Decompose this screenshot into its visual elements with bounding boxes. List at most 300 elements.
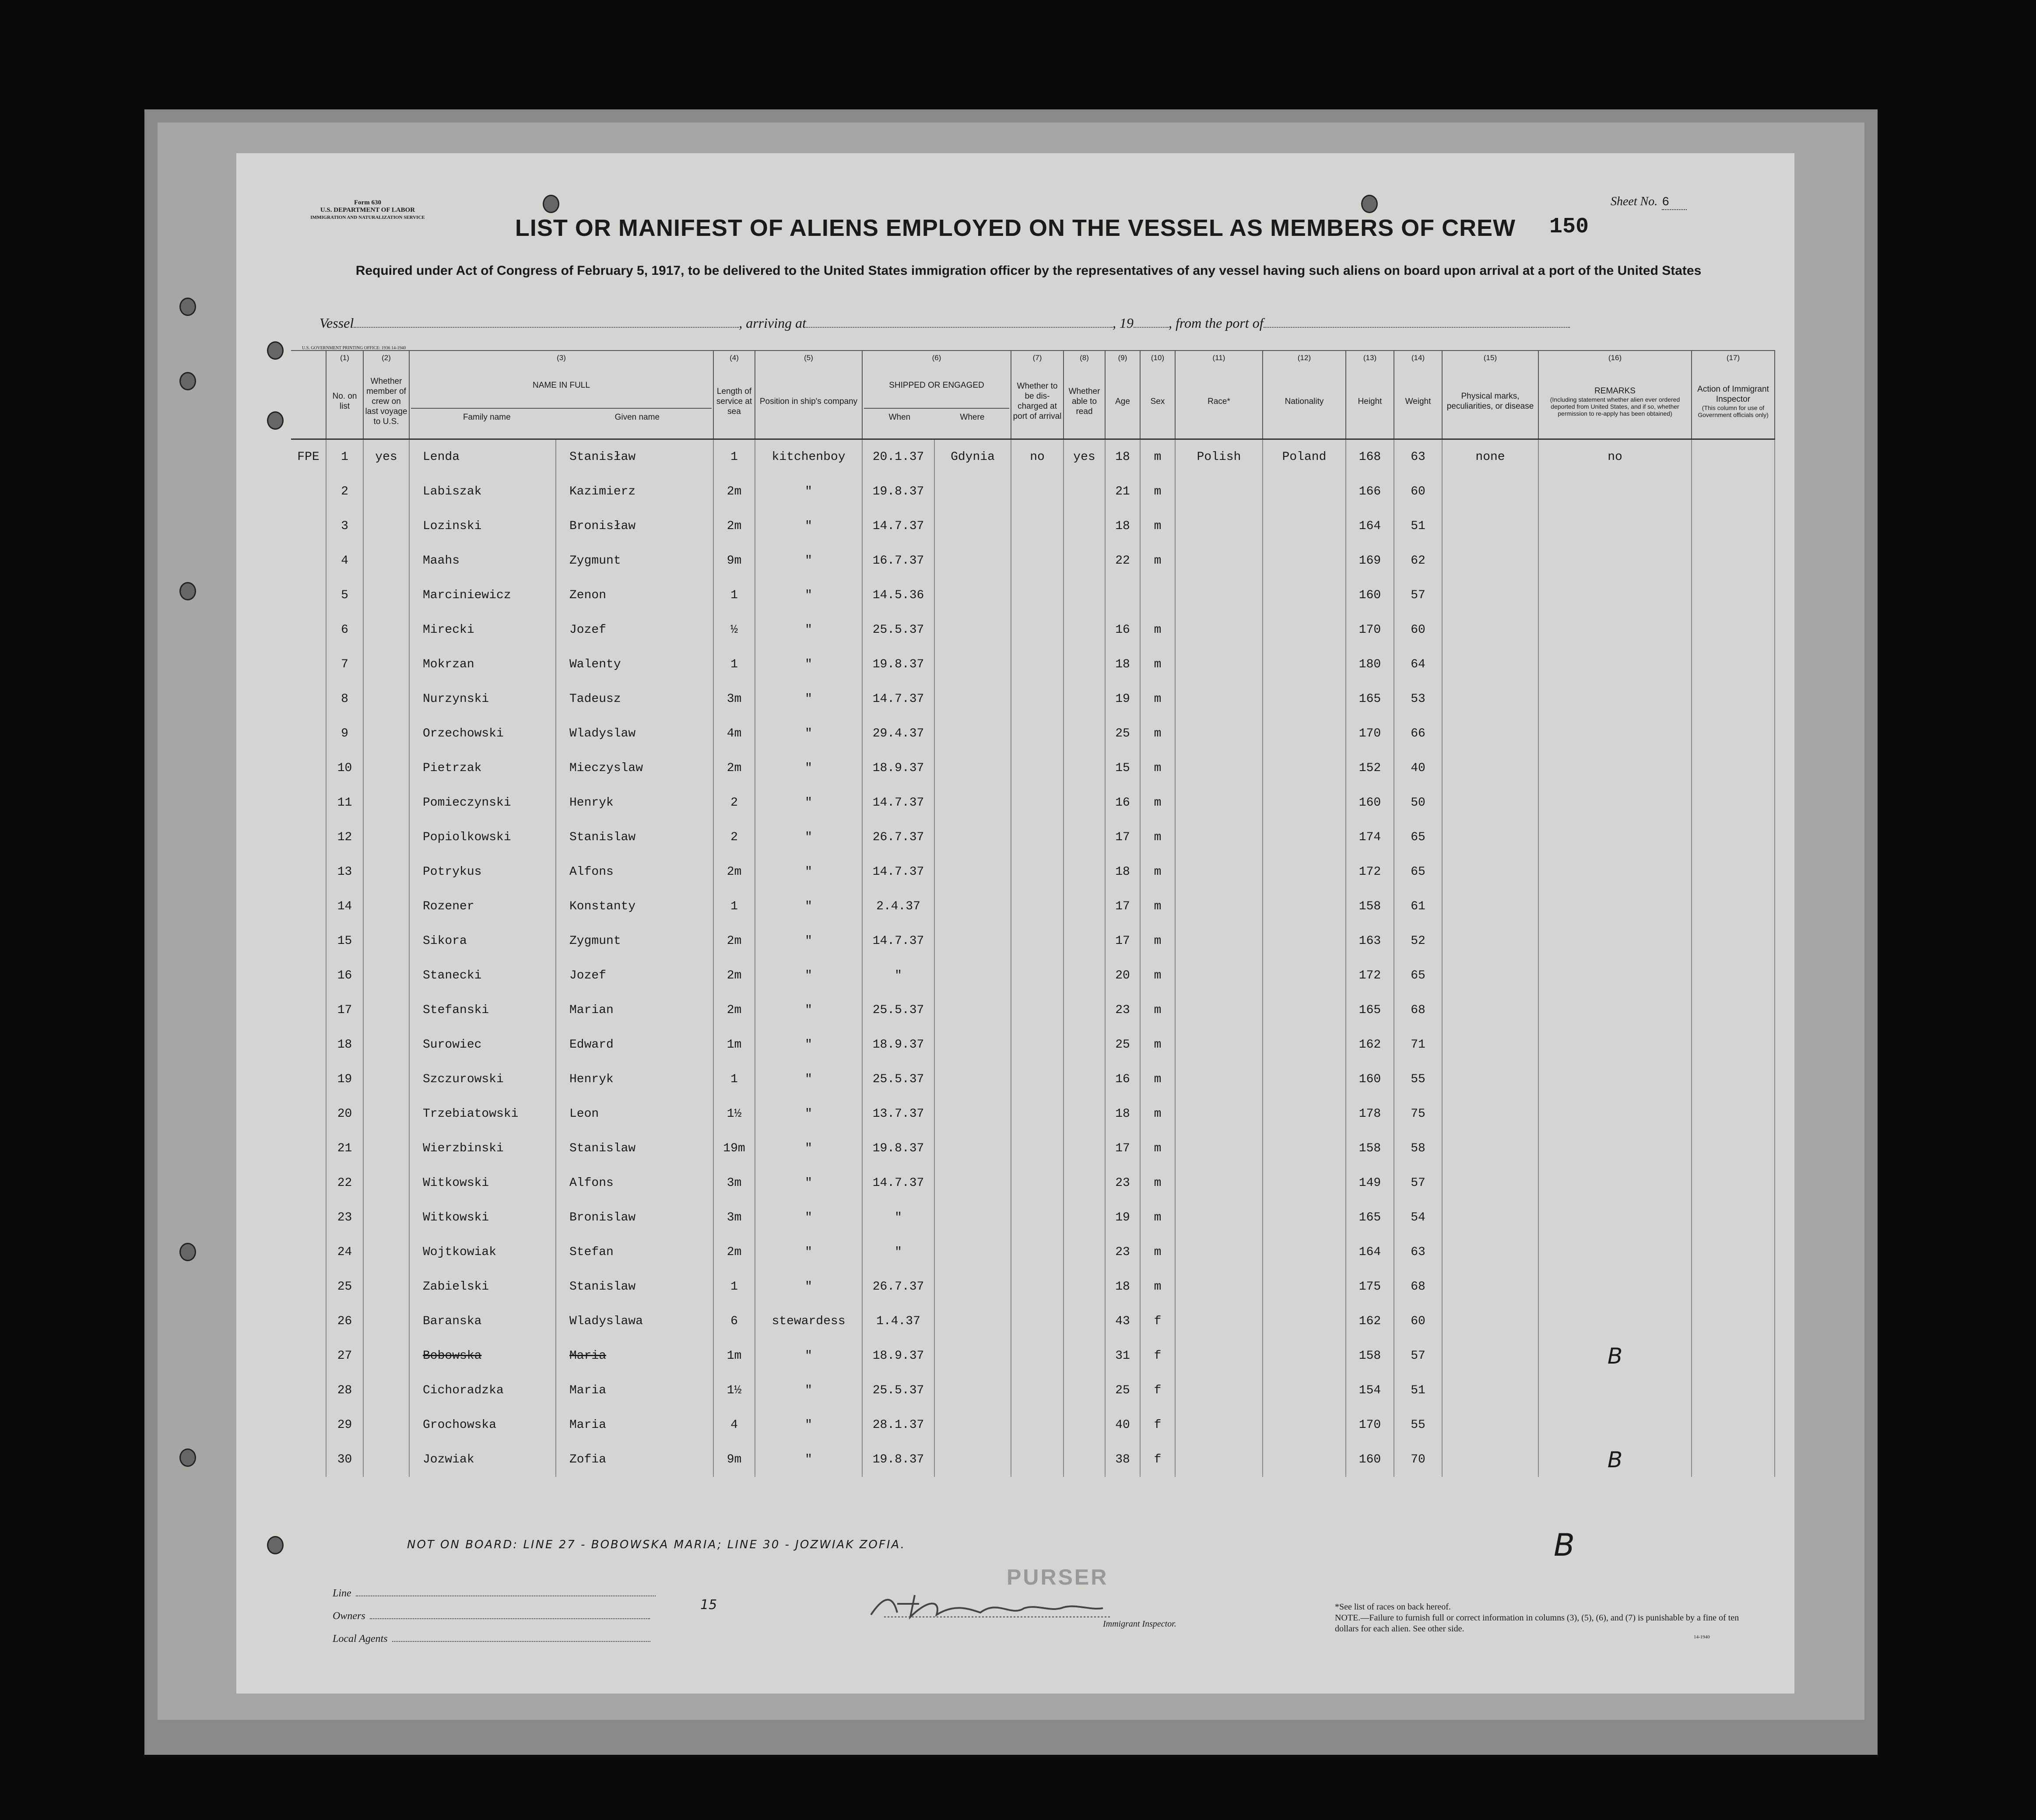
cell-service: 1½ bbox=[713, 1097, 755, 1131]
cell-where bbox=[934, 855, 1011, 889]
cell-when: 2.4.37 bbox=[862, 889, 934, 924]
cell-age bbox=[1105, 578, 1140, 613]
cell-given: Kazimierz bbox=[556, 474, 713, 509]
cell-race bbox=[1175, 613, 1263, 647]
cell-height: 160 bbox=[1346, 1442, 1394, 1477]
cell-no: 10 bbox=[326, 751, 363, 786]
cell-nationality bbox=[1263, 1442, 1346, 1477]
cell-race bbox=[1175, 1339, 1263, 1373]
cell-nationality bbox=[1263, 1373, 1346, 1408]
cell-race bbox=[1175, 1027, 1263, 1062]
cell-remarks bbox=[1538, 1097, 1692, 1131]
printing-note: U.S. GOVERNMENT PRINTING OFFICE: 1936 14-1940 bbox=[302, 346, 406, 351]
cell-sex: f bbox=[1140, 1339, 1175, 1373]
cell-race bbox=[1175, 958, 1263, 993]
cell-sex: m bbox=[1140, 1235, 1175, 1269]
cell-remarks bbox=[1538, 544, 1692, 578]
cell-crew bbox=[363, 786, 409, 820]
cell-race bbox=[1175, 751, 1263, 786]
cell-marks bbox=[1442, 855, 1538, 889]
cell-read bbox=[1064, 1097, 1105, 1131]
cell-action bbox=[1692, 751, 1775, 786]
list-number: 150 bbox=[1549, 214, 1589, 239]
cell-marks bbox=[1442, 1373, 1538, 1408]
cell-no: 12 bbox=[326, 820, 363, 855]
cell-where bbox=[934, 1304, 1011, 1339]
cell-given: Konstanty bbox=[556, 889, 713, 924]
cell-read bbox=[1064, 924, 1105, 958]
cell-no: 19 bbox=[326, 1062, 363, 1097]
cell-family: Mirecki bbox=[409, 613, 556, 647]
cell-no: 14 bbox=[326, 889, 363, 924]
cell-read bbox=[1064, 1304, 1105, 1339]
cell-action bbox=[1692, 924, 1775, 958]
cell-discharged bbox=[1011, 993, 1064, 1027]
cell-nationality bbox=[1263, 1269, 1346, 1304]
cell-where bbox=[934, 1027, 1011, 1062]
cell-age: 40 bbox=[1105, 1408, 1140, 1442]
cell-sex: f bbox=[1140, 1408, 1175, 1442]
cell-marks bbox=[1442, 1062, 1538, 1097]
cell-family: Grochowska bbox=[409, 1408, 556, 1442]
cell-family: Wierzbinski bbox=[409, 1131, 556, 1166]
cell-nationality bbox=[1263, 1304, 1346, 1339]
cell-family: Marciniewicz bbox=[409, 578, 556, 613]
cell-family: Mokrzan bbox=[409, 647, 556, 682]
cell-height: 160 bbox=[1346, 786, 1394, 820]
cell-service: 1m bbox=[713, 1339, 755, 1373]
cell-no: 22 bbox=[326, 1166, 363, 1200]
cell-where bbox=[934, 889, 1011, 924]
cell-no: 25 bbox=[326, 1269, 363, 1304]
cell-nationality bbox=[1263, 1097, 1346, 1131]
table-row bbox=[291, 786, 1775, 820]
binder-hole bbox=[543, 195, 559, 213]
cell-where bbox=[934, 682, 1011, 716]
cell-height: 149 bbox=[1346, 1166, 1394, 1200]
cell-height: 162 bbox=[1346, 1304, 1394, 1339]
cell-sex: m bbox=[1140, 682, 1175, 716]
cell-read bbox=[1064, 1269, 1105, 1304]
cell-mark bbox=[291, 1131, 326, 1166]
cell-weight: 55 bbox=[1394, 1408, 1442, 1442]
cell-nationality bbox=[1263, 578, 1346, 613]
cell-when: 14.7.37 bbox=[862, 855, 934, 889]
cell-discharged bbox=[1011, 958, 1064, 993]
cell-discharged bbox=[1011, 647, 1064, 682]
cell-read bbox=[1064, 786, 1105, 820]
cell-sex: f bbox=[1140, 1442, 1175, 1477]
cell-given: Wladyslaw bbox=[556, 716, 713, 751]
cell-remarks bbox=[1538, 1373, 1692, 1408]
cell-when: 14.5.36 bbox=[862, 578, 934, 613]
cell-position: " bbox=[755, 889, 862, 924]
cell-position: " bbox=[755, 1131, 862, 1166]
cell-read bbox=[1064, 1131, 1105, 1166]
cell-nationality bbox=[1263, 647, 1346, 682]
cell-position: " bbox=[755, 1097, 862, 1131]
cell-marks bbox=[1442, 1269, 1538, 1304]
cell-nationality bbox=[1263, 682, 1346, 716]
cell-position: " bbox=[755, 578, 862, 613]
cell-crew bbox=[363, 889, 409, 924]
cell-where bbox=[934, 786, 1011, 820]
cell-marks bbox=[1442, 544, 1538, 578]
cell-action bbox=[1692, 1166, 1775, 1200]
cell-mark bbox=[291, 1097, 326, 1131]
cell-where bbox=[934, 1166, 1011, 1200]
cell-family: Jozwiak bbox=[409, 1442, 556, 1477]
cell-marks bbox=[1442, 1200, 1538, 1235]
cell-when: 14.7.37 bbox=[862, 509, 934, 544]
cell-mark bbox=[291, 993, 326, 1027]
cell-discharged bbox=[1011, 924, 1064, 958]
cell-no: 11 bbox=[326, 786, 363, 820]
vessel-line: Vessel , arriving at , 19 , from the port of bbox=[319, 315, 1720, 331]
cell-action bbox=[1692, 1200, 1775, 1235]
cell-service: 9m bbox=[713, 1442, 755, 1477]
cell-service: 2m bbox=[713, 993, 755, 1027]
cell-remarks bbox=[1538, 1269, 1692, 1304]
cell-discharged bbox=[1011, 1304, 1064, 1339]
cell-service: 2m bbox=[713, 924, 755, 958]
cell-sex: m bbox=[1140, 1269, 1175, 1304]
cell-remarks bbox=[1538, 1062, 1692, 1097]
purser-stamp: PURSER bbox=[1007, 1565, 1109, 1589]
cell-when: 13.7.37 bbox=[862, 1097, 934, 1131]
cell-nationality bbox=[1263, 1131, 1346, 1166]
cell-age: 17 bbox=[1105, 889, 1140, 924]
cell-weight: 66 bbox=[1394, 716, 1442, 751]
cell-position: " bbox=[755, 474, 862, 509]
cell-read bbox=[1064, 544, 1105, 578]
cell-read bbox=[1064, 820, 1105, 855]
cell-marks bbox=[1442, 509, 1538, 544]
cell-no: 27 bbox=[326, 1339, 363, 1373]
cell-mark bbox=[291, 958, 326, 993]
cell-mark bbox=[291, 855, 326, 889]
cell-mark bbox=[291, 613, 326, 647]
cell-weight: 62 bbox=[1394, 544, 1442, 578]
table-row bbox=[291, 544, 1775, 578]
cell-given: Bronislaw bbox=[556, 1200, 713, 1235]
table-row bbox=[291, 820, 1775, 855]
cell-family: Bobowska bbox=[409, 1339, 556, 1373]
cell-age: 43 bbox=[1105, 1304, 1140, 1339]
cell-crew bbox=[363, 1373, 409, 1408]
cell-nationality bbox=[1263, 509, 1346, 544]
cell-given: Henryk bbox=[556, 1062, 713, 1097]
table-row bbox=[291, 1027, 1775, 1062]
table-row bbox=[291, 889, 1775, 924]
binder-hole bbox=[179, 372, 196, 390]
cell-crew bbox=[363, 924, 409, 958]
cell-action bbox=[1692, 855, 1775, 889]
cell-service: 1 bbox=[713, 889, 755, 924]
cell-weight: 57 bbox=[1394, 1166, 1442, 1200]
cell-discharged bbox=[1011, 1235, 1064, 1269]
cell-remarks: B bbox=[1538, 1442, 1692, 1477]
cell-mark bbox=[291, 1442, 326, 1477]
cell-action bbox=[1692, 1304, 1775, 1339]
cell-action bbox=[1692, 439, 1775, 475]
cell-when: 28.1.37 bbox=[862, 1408, 934, 1442]
cell-age: 16 bbox=[1105, 613, 1140, 647]
cell-given: Stanislaw bbox=[556, 820, 713, 855]
cell-crew bbox=[363, 716, 409, 751]
cell-weight: 50 bbox=[1394, 786, 1442, 820]
cell-family: Labiszak bbox=[409, 474, 556, 509]
table-row bbox=[291, 439, 1775, 475]
cell-remarks bbox=[1538, 716, 1692, 751]
cell-where bbox=[934, 1339, 1011, 1373]
cell-sex: m bbox=[1140, 1166, 1175, 1200]
cell-action bbox=[1692, 993, 1775, 1027]
cell-height: 164 bbox=[1346, 509, 1394, 544]
cell-height: 170 bbox=[1346, 613, 1394, 647]
cell-when: 18.9.37 bbox=[862, 751, 934, 786]
cell-service: 19m bbox=[713, 1131, 755, 1166]
cell-service: 3m bbox=[713, 1200, 755, 1235]
cell-discharged bbox=[1011, 820, 1064, 855]
cell-read bbox=[1064, 1339, 1105, 1373]
table-row bbox=[291, 1097, 1775, 1131]
cell-service: 2m bbox=[713, 1235, 755, 1269]
cell-family: Zabielski bbox=[409, 1269, 556, 1304]
cell-race bbox=[1175, 924, 1263, 958]
cell-read bbox=[1064, 1373, 1105, 1408]
cell-discharged bbox=[1011, 613, 1064, 647]
cell-height: 152 bbox=[1346, 751, 1394, 786]
cell-given: Leon bbox=[556, 1097, 713, 1131]
cell-action bbox=[1692, 786, 1775, 820]
cell-given: Stanislaw bbox=[556, 1269, 713, 1304]
cell-when: 26.7.37 bbox=[862, 1269, 934, 1304]
cell-height: 175 bbox=[1346, 1269, 1394, 1304]
cell-mark bbox=[291, 1408, 326, 1442]
cell-height: 165 bbox=[1346, 682, 1394, 716]
cell-discharged bbox=[1011, 474, 1064, 509]
cell-where bbox=[934, 647, 1011, 682]
cell-sex: m bbox=[1140, 439, 1175, 475]
cell-position: " bbox=[755, 820, 862, 855]
cell-remarks bbox=[1538, 1200, 1692, 1235]
cell-action bbox=[1692, 1373, 1775, 1408]
cell-when: " bbox=[862, 1235, 934, 1269]
cell-action bbox=[1692, 578, 1775, 613]
cell-given: Zygmunt bbox=[556, 544, 713, 578]
cell-discharged bbox=[1011, 1373, 1064, 1408]
cell-sex: m bbox=[1140, 993, 1175, 1027]
cell-age: 31 bbox=[1105, 1339, 1140, 1373]
inspector-label: Immigrant Inspector. bbox=[1103, 1619, 1176, 1629]
cell-remarks bbox=[1538, 682, 1692, 716]
cell-when: " bbox=[862, 958, 934, 993]
cell-age: 23 bbox=[1105, 993, 1140, 1027]
cell-age: 17 bbox=[1105, 820, 1140, 855]
cell-service: 2m bbox=[713, 474, 755, 509]
cell-when: 14.7.37 bbox=[862, 682, 934, 716]
cell-weight: 65 bbox=[1394, 820, 1442, 855]
cell-action bbox=[1692, 682, 1775, 716]
cell-given: Tadeusz bbox=[556, 682, 713, 716]
cell-family: Lenda bbox=[409, 439, 556, 475]
cell-height: 172 bbox=[1346, 855, 1394, 889]
cell-family: Pietrzak bbox=[409, 751, 556, 786]
table-row bbox=[291, 1166, 1775, 1200]
cell-marks bbox=[1442, 1027, 1538, 1062]
cell-nationality bbox=[1263, 820, 1346, 855]
cell-age: 23 bbox=[1105, 1235, 1140, 1269]
cell-when: 18.9.37 bbox=[862, 1027, 934, 1062]
cell-sex: f bbox=[1140, 1373, 1175, 1408]
cell-position: " bbox=[755, 544, 862, 578]
cell-action bbox=[1692, 544, 1775, 578]
cell-race bbox=[1175, 578, 1263, 613]
cell-race bbox=[1175, 509, 1263, 544]
cell-sex: m bbox=[1140, 1200, 1175, 1235]
cell-height: 160 bbox=[1346, 1062, 1394, 1097]
cell-marks bbox=[1442, 474, 1538, 509]
cell-read bbox=[1064, 1027, 1105, 1062]
cell-mark bbox=[291, 647, 326, 682]
cell-discharged bbox=[1011, 855, 1064, 889]
cell-mark bbox=[291, 682, 326, 716]
cell-sex: m bbox=[1140, 1131, 1175, 1166]
cell-crew bbox=[363, 751, 409, 786]
cell-height: 170 bbox=[1346, 716, 1394, 751]
cell-mark bbox=[291, 544, 326, 578]
footnote: *See list of races on back hereof. NOTE.—Failure to furnish full or correct information in columns (3), (5), (6), and (7) is punishable by a fine of ten dollars for each alien. See other side. bbox=[1335, 1602, 1739, 1634]
cell-action bbox=[1692, 474, 1775, 509]
cell-height: 165 bbox=[1346, 993, 1394, 1027]
not-on-board-note: NOT ON BOARD: LINE 27 - BOBOWSKA MARIA; LINE 30 - JOZWIAK ZOFIA. bbox=[407, 1538, 906, 1551]
cell-position: " bbox=[755, 993, 862, 1027]
cell-race bbox=[1175, 1062, 1263, 1097]
column-numbers: (1) (2) (3) (4) (5) (6) (7) (8) (9) (10) (11) (12) (13) (14) (15) (16) (17) bbox=[291, 351, 1775, 364]
cell-given: Jozef bbox=[556, 613, 713, 647]
cell-race bbox=[1175, 786, 1263, 820]
cell-crew bbox=[363, 1131, 409, 1166]
binder-hole bbox=[1361, 195, 1378, 213]
table-row bbox=[291, 1373, 1775, 1408]
cell-given: Bronisław bbox=[556, 509, 713, 544]
cell-age: 38 bbox=[1105, 1442, 1140, 1477]
cell-nationality bbox=[1263, 958, 1346, 993]
cell-marks bbox=[1442, 1408, 1538, 1442]
cell-action bbox=[1692, 1027, 1775, 1062]
cell-crew bbox=[363, 1442, 409, 1477]
cell-height: 163 bbox=[1346, 924, 1394, 958]
binder-hole bbox=[179, 298, 196, 316]
cell-given: Marian bbox=[556, 993, 713, 1027]
table-row bbox=[291, 716, 1775, 751]
cell-given: Alfons bbox=[556, 1166, 713, 1200]
cell-service: 2m bbox=[713, 509, 755, 544]
cell-mark: FPE bbox=[291, 439, 326, 475]
form-number: 14-1940 bbox=[1694, 1634, 1710, 1640]
cell-service: 1 bbox=[713, 578, 755, 613]
cell-crew bbox=[363, 1269, 409, 1304]
cell-service: 9m bbox=[713, 544, 755, 578]
cell-nationality bbox=[1263, 786, 1346, 820]
cell-position: " bbox=[755, 716, 862, 751]
cell-crew: yes bbox=[363, 439, 409, 475]
cell-given: Zofia bbox=[556, 1442, 713, 1477]
cell-when: 14.7.37 bbox=[862, 924, 934, 958]
cell-race bbox=[1175, 889, 1263, 924]
cell-no: 1 bbox=[326, 439, 363, 475]
cell-where bbox=[934, 1062, 1011, 1097]
cell-crew bbox=[363, 1027, 409, 1062]
cell-age: 18 bbox=[1105, 1269, 1140, 1304]
cell-where bbox=[934, 1442, 1011, 1477]
cell-read bbox=[1064, 889, 1105, 924]
cell-weight: 63 bbox=[1394, 439, 1442, 475]
cell-position: " bbox=[755, 751, 862, 786]
cell-action bbox=[1692, 613, 1775, 647]
cell-weight: 52 bbox=[1394, 924, 1442, 958]
cell-sex: m bbox=[1140, 544, 1175, 578]
cell-given: Maria bbox=[556, 1339, 713, 1373]
cell-family: Witkowski bbox=[409, 1166, 556, 1200]
table-row bbox=[291, 1269, 1775, 1304]
cell-position: kitchenboy bbox=[755, 439, 862, 475]
cell-discharged bbox=[1011, 786, 1064, 820]
cell-position: " bbox=[755, 786, 862, 820]
cell-read bbox=[1064, 993, 1105, 1027]
table-row bbox=[291, 509, 1775, 544]
cell-no: 28 bbox=[326, 1373, 363, 1408]
cell-family: Trzebiatowski bbox=[409, 1097, 556, 1131]
table-row bbox=[291, 1235, 1775, 1269]
cell-weight: 55 bbox=[1394, 1062, 1442, 1097]
cell-family: Cichoradzka bbox=[409, 1373, 556, 1408]
cell-action bbox=[1692, 820, 1775, 855]
cell-marks: none bbox=[1442, 439, 1538, 475]
binder-hole bbox=[179, 1448, 196, 1467]
cell-action bbox=[1692, 958, 1775, 993]
cell-nationality bbox=[1263, 855, 1346, 889]
cell-remarks bbox=[1538, 1131, 1692, 1166]
cell-height: 158 bbox=[1346, 889, 1394, 924]
footer-fields bbox=[333, 1582, 656, 1650]
cell-remarks bbox=[1538, 751, 1692, 786]
cell-family: Stefanski bbox=[409, 993, 556, 1027]
cell-discharged bbox=[1011, 1442, 1064, 1477]
cell-when: 1.4.37 bbox=[862, 1304, 934, 1339]
cell-position: " bbox=[755, 509, 862, 544]
cell-remarks bbox=[1538, 1304, 1692, 1339]
cell-race bbox=[1175, 474, 1263, 509]
cell-mark bbox=[291, 474, 326, 509]
table-row bbox=[291, 1200, 1775, 1235]
subtitle: Required under Act of Congress of February 5, 1917, to be delivered to the United States immigration officer by the representatives of any vessel having such aliens on board upon arrival at a port of the United States bbox=[355, 263, 1702, 278]
cell-mark bbox=[291, 509, 326, 544]
cell-read bbox=[1064, 509, 1105, 544]
cell-sex: m bbox=[1140, 474, 1175, 509]
cell-family: Szczurowski bbox=[409, 1062, 556, 1097]
cell-nationality bbox=[1263, 613, 1346, 647]
inspector-signature bbox=[867, 1591, 1112, 1621]
cell-where bbox=[934, 509, 1011, 544]
cell-height: 178 bbox=[1346, 1097, 1394, 1131]
cell-weight: 53 bbox=[1394, 682, 1442, 716]
cell-family: Lozinski bbox=[409, 509, 556, 544]
cell-no: 17 bbox=[326, 993, 363, 1027]
cell-height: 174 bbox=[1346, 820, 1394, 855]
cell-given: Walenty bbox=[556, 647, 713, 682]
